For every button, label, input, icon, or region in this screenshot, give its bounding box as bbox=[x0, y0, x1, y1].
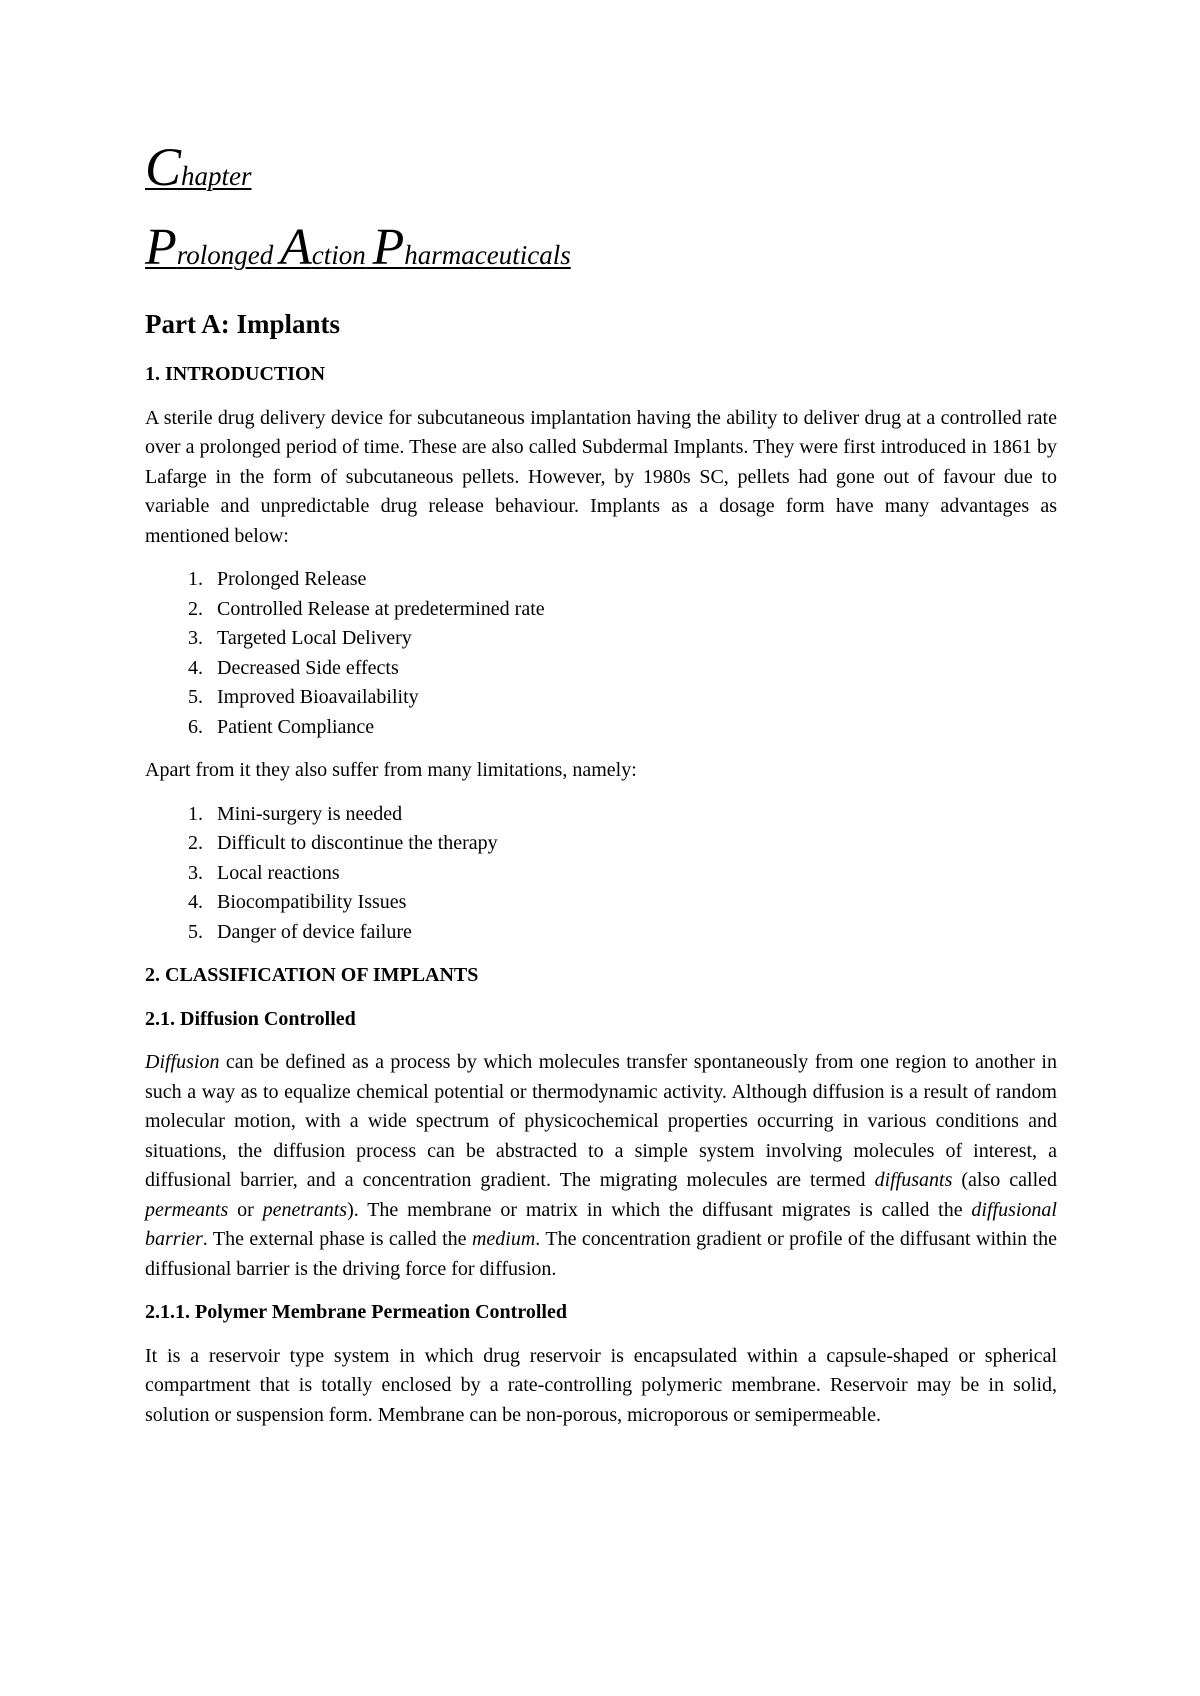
chapter-title-word-3-rest: harmaceuticals bbox=[404, 240, 571, 270]
chapter-title-word-3-initial: P bbox=[372, 219, 405, 276]
list-item bbox=[145, 859, 1057, 889]
paragraph-text: (also called bbox=[952, 1169, 1058, 1191]
list-item bbox=[145, 595, 1057, 625]
list-item bbox=[145, 713, 1057, 743]
chapter-title-word-2-initial: A bbox=[280, 219, 312, 276]
chapter-title-word-2-rest: ction bbox=[311, 240, 366, 270]
list-item-number: 2. bbox=[188, 832, 203, 854]
term-medium: medium bbox=[471, 1228, 536, 1250]
list-item bbox=[145, 829, 1057, 859]
list-item bbox=[145, 888, 1057, 918]
list-item bbox=[145, 624, 1057, 654]
list-item-number: 4. bbox=[188, 656, 203, 679]
chapter-label bbox=[145, 137, 252, 197]
term-permeants: permeants bbox=[145, 1198, 229, 1221]
list-item-text: Patient Compliance bbox=[217, 715, 375, 738]
list-item-text: Danger of device failure bbox=[217, 920, 412, 943]
list-item-text: Local reactions bbox=[217, 861, 340, 884]
section-heading-classification: 2. CLASSIFICATION OF IMPLANTS bbox=[145, 964, 479, 986]
subsection-heading-diffusion-controlled: 2.1. Diffusion Controlled bbox=[145, 1007, 356, 1030]
list-item-text: Improved Bioavailability bbox=[217, 686, 419, 708]
limitations-list bbox=[145, 800, 1057, 948]
paragraph-text: can be defined as a process by which molecules transfer spontaneously from one region to another in such a way as to equalize chemical potential or thermodynamic activity. Although diffusion is a result of random molecular motion, with a wide spectrum of physicochemical properties occurring in various conditions and situations, the diffusion process can be abstracted to a simple system involving molecules of interest, a diffusional barrier, and a concentration gradient. The migrating molecules are termed bbox=[145, 1051, 1057, 1191]
paragraph-text: . The concentration gradient or profile of the diffusant within the diffusional barrier is the driving force for diffusion. bbox=[145, 1228, 1057, 1280]
list-item-number: 3. bbox=[188, 861, 203, 884]
paragraph-text: ). The membrane or matrix in which the diffusant migrates is called the bbox=[347, 1198, 972, 1221]
document-body bbox=[145, 360, 1057, 1444]
limitations-intro: Apart from it they also suffer from many limitations, namely: bbox=[145, 759, 637, 781]
list-item-text: Targeted Local Delivery bbox=[217, 627, 412, 649]
part-title: Part A: Implants bbox=[145, 309, 340, 339]
list-item bbox=[145, 800, 1057, 830]
list-item-text: Controlled Release at predetermined rate bbox=[217, 597, 545, 620]
list-item-text: Mini-surgery is needed bbox=[217, 802, 403, 825]
list-item bbox=[145, 918, 1057, 948]
chapter-label-rest: hapter bbox=[181, 161, 252, 191]
chapter-label-initial: C bbox=[145, 137, 182, 197]
chapter-title-word-1-rest: rolonged bbox=[176, 240, 274, 270]
introduction-paragraph: A sterile drug delivery device for subcutaneous implantation having the ability to deliver drug at a controlled rate over a prolonged period of time. These are also called Subdermal Implants. They were first introduced in 1861 by Lafarge in the form of subcutaneous pellets. However, by 1980s SC, pellets had gone out of favour due to variable and unpredictable drug release behaviour. Implants as a dosage form have many advantages as mentioned below: bbox=[145, 406, 1057, 547]
list-item-number: 2. bbox=[188, 597, 203, 620]
list-item bbox=[145, 683, 1057, 713]
list-item bbox=[145, 654, 1057, 684]
list-item-number: 4. bbox=[188, 891, 203, 913]
paragraph-text: . The external phase is called the bbox=[202, 1228, 472, 1250]
advantages-list bbox=[145, 565, 1057, 742]
list-item-number: 5. bbox=[188, 920, 203, 943]
list-item-number: 1. bbox=[188, 568, 203, 590]
term-diffusants: diffusants bbox=[874, 1169, 953, 1191]
list-item-number: 6. bbox=[188, 715, 203, 738]
chapter-title bbox=[145, 219, 571, 276]
list-item-number: 3. bbox=[188, 627, 203, 649]
term-diffusional-barrier: diffusional barrier bbox=[145, 1198, 1057, 1250]
subsection-heading-polymer-membrane: 2.1.1. Polymer Membrane Permeation Controlled bbox=[145, 1301, 567, 1323]
diffusion-paragraph bbox=[145, 1048, 1057, 1284]
list-item-number: 1. bbox=[188, 802, 203, 825]
list-item bbox=[145, 565, 1057, 595]
list-item-text: Difficult to discontinue the therapy bbox=[217, 832, 498, 854]
term-diffusion: Diffusion bbox=[145, 1051, 220, 1073]
list-item-text: Biocompatibility Issues bbox=[217, 891, 407, 913]
polymer-membrane-paragraph: It is a reservoir type system in which drug reservoir is encapsulated within a capsule-shaped or spherical compartment that is totally enclosed by a rate-controlling polymeric membrane. Reservoir may be in solid, solution or suspension form. Membrane can be non-porous, microporous or semipermeable. bbox=[145, 1344, 1057, 1426]
chapter-title-word-1-initial: P bbox=[145, 219, 177, 276]
term-penetrants: penetrants bbox=[262, 1198, 348, 1221]
list-item-text: Decreased Side effects bbox=[217, 656, 399, 679]
section-heading-introduction: 1. INTRODUCTION bbox=[145, 363, 326, 385]
list-item-text: Prolonged Release bbox=[217, 568, 367, 590]
list-item-number: 5. bbox=[188, 686, 203, 708]
paragraph-text: or bbox=[228, 1198, 263, 1221]
